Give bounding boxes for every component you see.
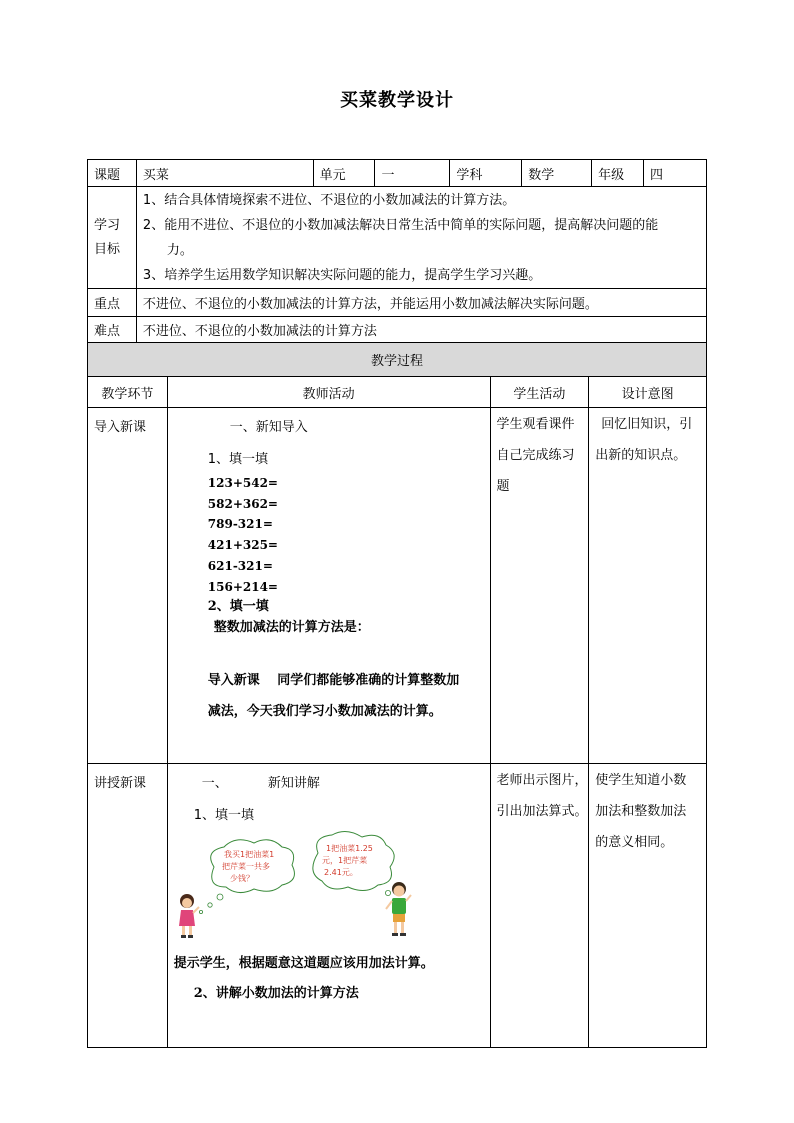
grade-label: 年级 [592, 160, 644, 187]
goals-label-line: 目标 [94, 241, 121, 257]
equation: 621-321= [207, 558, 273, 573]
column-header: 学生活动 [490, 377, 589, 408]
goals-content [136, 187, 706, 289]
equation: 582+362= [207, 496, 278, 511]
subject-value: 数学 [522, 160, 592, 187]
goal-item: 3、培养学生运用数学知识解决实际问题的能力，提高学生学习兴趣。 [142, 267, 542, 283]
lecture-intent [589, 764, 707, 1048]
intro-student-line: 学生观看课件 [496, 417, 575, 432]
lecture-intent-line: 的意义相同。 [595, 835, 674, 850]
bubble-left-line: 把芹菜一共多 [221, 862, 270, 871]
grade-value: 四 [644, 160, 707, 187]
intro-method: 整数加减法的计算方法是： [213, 620, 370, 636]
bubble-right-line: 1把油菜1.25 [325, 844, 373, 853]
lecture-row [88, 764, 707, 1048]
info-row [88, 160, 707, 187]
page-title: 买菜教学设计 [340, 90, 454, 111]
goals-row [88, 187, 707, 289]
difficulty-row [88, 317, 707, 343]
lecture-heading-text: 新知讲解 [267, 776, 320, 791]
boy-figure [386, 882, 411, 936]
bubble-left-line: 少钱？ [229, 874, 254, 883]
bubble-left-line: 我买1把油菜1 [223, 850, 274, 859]
intro-student [490, 408, 589, 764]
intro-student-line: 自己完成练习 [496, 448, 575, 463]
info-table [87, 159, 707, 343]
process-header: 教学过程 [88, 343, 707, 377]
intro-sub2: 2、填一填 [207, 599, 269, 615]
girl-figure [179, 894, 199, 938]
bubble-right-line: 2.41元。 [323, 868, 358, 877]
lecture-sub1: 1、填一填 [193, 808, 255, 823]
goal-item: 1、结合具体情境探索不进位、不退位的小数加减法的计算方法。 [142, 192, 516, 208]
intro-lead-line: 减法，今天我们学习小数加减法的计算。 [207, 704, 442, 720]
intro-teacher [167, 408, 490, 764]
speech-bubble-right [313, 831, 396, 902]
intro-intent-line: 出新的知识点。 [595, 448, 687, 463]
speech-bubble-left [199, 840, 294, 914]
unit-label: 单元 [313, 160, 375, 187]
key-point-row [88, 289, 707, 317]
goals-label-line: 学习 [94, 217, 121, 233]
goals-label [88, 187, 137, 289]
equation: 123+542= [207, 476, 278, 490]
column-header: 教师活动 [167, 377, 490, 408]
lecture-student [490, 764, 589, 1048]
topic-value: 买菜 [136, 160, 313, 187]
column-header: 设计意图 [589, 377, 707, 408]
process-table [87, 342, 707, 1048]
intro-stage: 导入新课 [88, 408, 168, 764]
lecture-stage: 讲授新课 [88, 764, 168, 1048]
subject-label: 学科 [450, 160, 522, 187]
bubble-right-line: 元，1把芹菜 [321, 856, 367, 865]
lecture-heading [202, 772, 490, 791]
goal-item: 力。 [166, 242, 193, 258]
process-columns-row [88, 377, 707, 408]
process-header-row [88, 343, 707, 377]
key-point-text: 不进位、不退位的小数加减法的计算方法，并能运用小数加减法解决实际问题。 [136, 289, 706, 317]
equation: 789-321= [207, 517, 273, 532]
intro-row [88, 408, 707, 764]
goal-item: 2、能用不进位、不退位的小数加减法解决日常生活中简单的实际问题，提高解决问题的能 [142, 217, 659, 233]
equation: 421+325= [207, 538, 278, 553]
intro-intent [589, 408, 707, 764]
lecture-hint: 提示学生，根据题意这道题应该用加法计算。 [173, 956, 434, 971]
topic-label: 课题 [88, 160, 137, 187]
lecture-intent-line: 加法和整数加法 [595, 804, 687, 819]
intro-sub1: 1、填一填 [207, 452, 269, 467]
column-header: 教学环节 [88, 377, 168, 408]
lecture-intent-line: 使学生知道小数 [595, 773, 687, 788]
key-point-label: 重点 [88, 289, 137, 317]
intro-student-line: 题 [496, 479, 510, 494]
intro-intent-line: 回忆旧知识，引 [601, 417, 693, 432]
lecture-student-line: 引出加法算式。 [496, 804, 588, 819]
intro-lead-line: 导入新课 同学们都能够准确的计算整数加 [207, 673, 460, 689]
difficulty-text: 不进位、不退位的小数加减法的计算方法 [136, 317, 706, 343]
lecture-student-line: 老师出示图片， [496, 773, 588, 788]
unit-value: 一 [375, 160, 450, 187]
difficulty-label: 难点 [88, 317, 137, 343]
intro-heading: 一、新知导入 [229, 420, 308, 435]
lecture-heading-number: 一、 [201, 776, 228, 791]
shopping-illustration [174, 829, 424, 949]
lecture-teacher [167, 764, 490, 1048]
lecture-sub2: 2、讲解小数加法的计算方法 [193, 986, 359, 1001]
equation: 156+214= [207, 579, 278, 594]
